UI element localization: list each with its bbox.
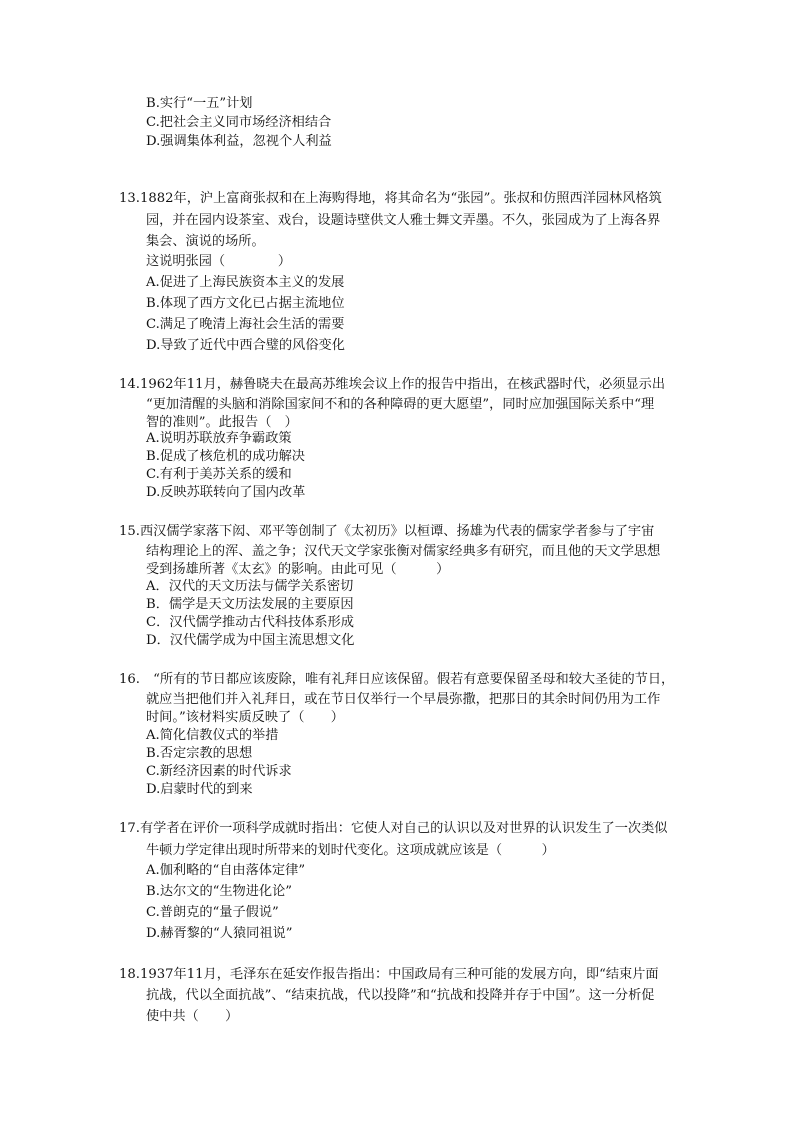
option-d: D.启蒙时代的到来 bbox=[146, 782, 253, 797]
option-a: A．汉代的天文历法与儒学关系密切 bbox=[146, 579, 354, 594]
question-16-stem-line: 时间。”该材料实质反映了（ ） bbox=[146, 710, 344, 725]
question-14-stem-line: 智的准则”。此报告（ ） bbox=[146, 415, 298, 430]
question-13-stem-line: 集会、演说的场所。 bbox=[146, 234, 265, 249]
question-15-stem-line: 15.西汉儒学家落下闳、邓平等创制了《太初历》以桓谭、扬雄为代表的儒家学者参与了宇宙 bbox=[119, 524, 655, 539]
option-a: A.伽利略的“自由落体定律” bbox=[146, 863, 306, 878]
question-13-stem-line: 园，并在园内设茶室、戏台，设题诗壁供文人雅士舞文弄墨。不久，张园成为了上海各界 bbox=[146, 213, 661, 228]
option-a: A.促进了上海民族资本主义的发展 bbox=[146, 275, 345, 290]
option-b: B.体现了西方文化已占据主流地位 bbox=[146, 296, 345, 311]
option-b: B．儒学是天文历法发展的主要原因 bbox=[146, 597, 354, 612]
question-14-stem-line: “更加清醒的头脑和消除国家间不和的各种障碍的更大愿望”，同时应加强国际关系中“理 bbox=[146, 397, 655, 412]
question-16-stem-line: 16. “所有的节日都应该废除，唯有礼拜日应该保留。假若有意要保留圣母和较大圣徒的节日， bbox=[119, 672, 675, 687]
option-d: D.反映苏联转向了国内改革 bbox=[146, 485, 306, 500]
question-14-stem-line: 14.1962年11月，赫鲁晓夫在最高苏维埃会议上作的报告中指出，在核武器时代，必须显示出 bbox=[119, 377, 666, 392]
option-c: C.有利于美苏关系的缓和 bbox=[146, 467, 292, 482]
option-a: A.说明苏联放弃争霸政策 bbox=[146, 431, 292, 446]
option-d: D．汉代儒学成为中国主流思想文化 bbox=[146, 633, 355, 648]
question-18-stem-line: 18.1937年11月，毛泽东在延安作报告指出：中国政局有三种可能的发展方向，即“结束片面 bbox=[119, 967, 659, 982]
option-b: B.实行“一五”计划 bbox=[146, 96, 253, 111]
option-c: C．汉代儒学推动古代科技体系形成 bbox=[146, 615, 354, 630]
question-13-stem-line: 13.1882年，沪上富商张叔和在上海购得地，将其命名为“张园”。张叔和仿照西洋园林风格筑 bbox=[119, 191, 662, 206]
option-d: D.导致了近代中西合璧的风俗变化 bbox=[146, 338, 345, 353]
question-18-stem-line: 抗战，代以全面抗战”、“结束抗战，代以投降”和“抗战和投降并存于中国”。这一分析促 bbox=[146, 988, 655, 1003]
question-13-prompt: 这说明张园（ ） bbox=[146, 254, 292, 269]
option-d: D.赫胥黎的“人猿同祖说” bbox=[146, 926, 293, 941]
question-17-stem-line: 17.有学者在评价一项科学成就时指出：它使人对自己的认识以及对世界的认识发生了一次类似 bbox=[119, 821, 668, 836]
option-d: D.强调集体利益，忽视个人利益 bbox=[146, 134, 332, 149]
option-b: B.促成了核危机的成功解决 bbox=[146, 449, 305, 464]
option-a: A.简化信教仪式的举措 bbox=[146, 728, 279, 743]
option-c: C.满足了晚清上海社会生活的需要 bbox=[146, 317, 345, 332]
option-c: C.新经济因素的时代诉求 bbox=[146, 764, 292, 779]
question-15-stem-line: 受到扬雄所著《太玄》的影响。由此可见（ ） bbox=[146, 562, 450, 577]
question-16-stem-line: 就应当把他们并入礼拜日，或在节日仅举行一个早晨弥撒，把那日的其余时间仍用为工作 bbox=[146, 692, 661, 707]
option-b: B.否定宗教的思想 bbox=[146, 746, 253, 761]
option-c: C.把社会主义同市场经济相结合 bbox=[146, 115, 332, 130]
option-b: B.达尔文的“生物进化论” bbox=[146, 884, 293, 899]
question-15-stem-line: 结构理论上的浑、盖之争；汉代天文学家张衡对儒家经典多有研究，而且他的天文学思想 bbox=[146, 544, 661, 559]
option-c: C.普朗克的“量子假说” bbox=[146, 905, 279, 920]
question-17-stem-line: 牛顿力学定律出现时所带来的划时代变化。这项成就应该是（ ） bbox=[146, 843, 555, 858]
question-18-stem-line: 使中共（ ） bbox=[146, 1009, 239, 1024]
